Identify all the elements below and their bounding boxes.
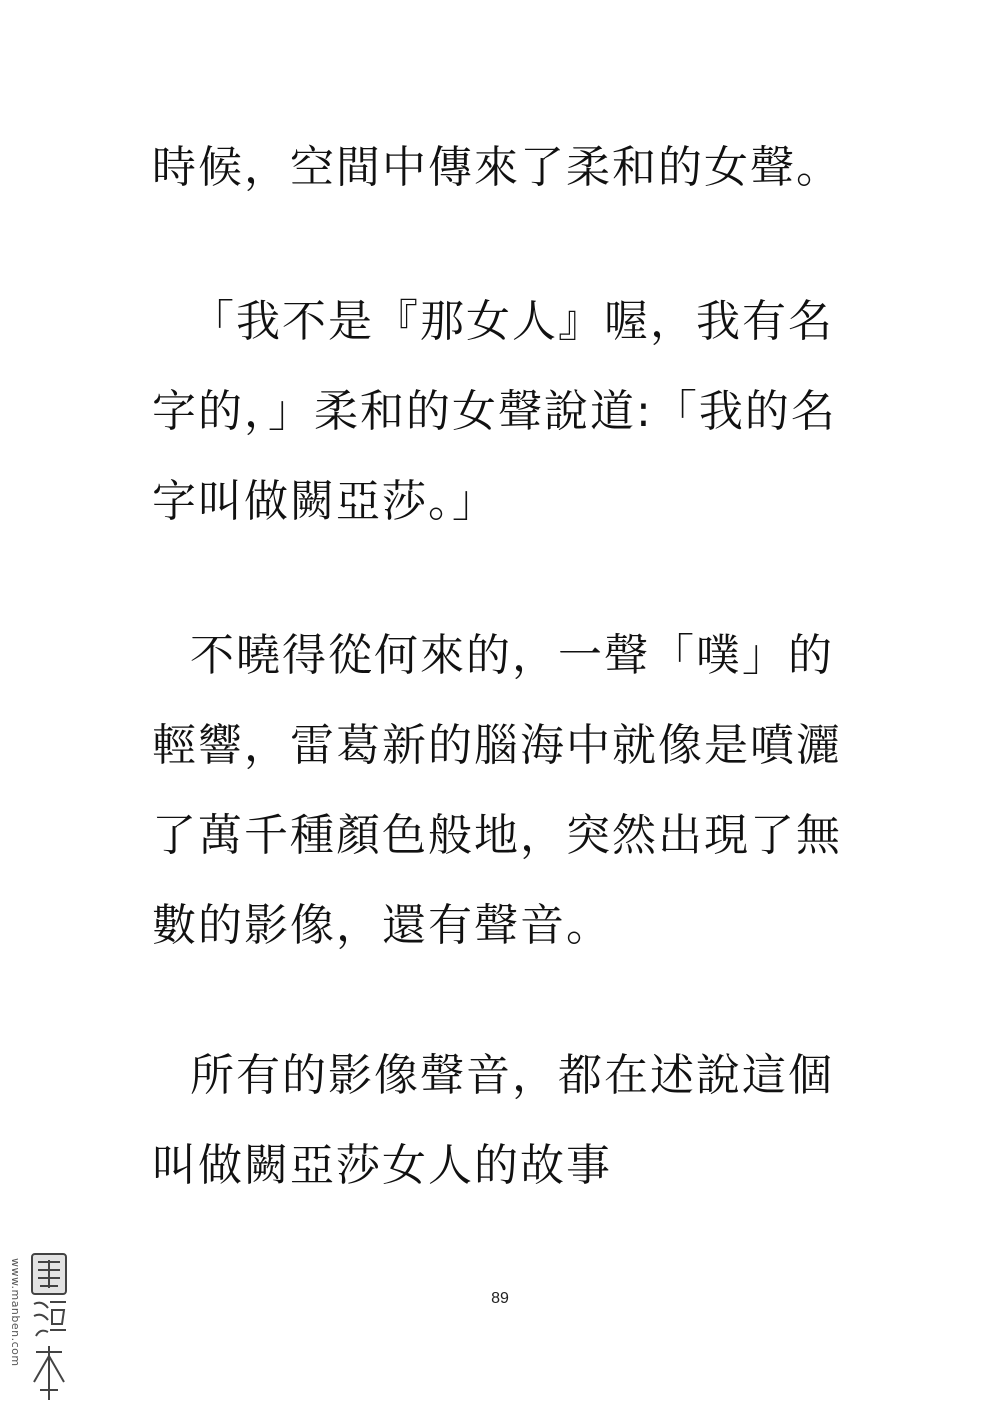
text-line: 不曉得從何來的，一聲「噗」的 xyxy=(190,630,834,681)
text-line: 了萬千種顏色般地，突然出現了無 xyxy=(152,810,842,861)
watermark-url: www.manben.com xyxy=(9,1258,22,1367)
text-line: 叫做闕亞莎女人的故事 xyxy=(152,1140,612,1191)
text-line: 「我不是『那女人』喔，我有名 xyxy=(190,296,834,347)
watermark-logo-icon xyxy=(28,1252,70,1408)
text-line: 數的影像，還有聲音。 xyxy=(152,900,612,951)
text-line: 輕響，雷葛新的腦海中就像是噴灑 xyxy=(152,720,842,771)
text-line: 時候，空間中傳來了柔和的女聲。 xyxy=(152,142,842,193)
text-line: 字的，」柔和的女聲說道:「我的名 xyxy=(152,386,837,437)
text-line: 所有的影像聲音，都在述說這個 xyxy=(190,1050,834,1101)
watermark xyxy=(8,1252,70,1408)
text-line: 字叫做闕亞莎。」 xyxy=(152,476,498,527)
page-number: 89 xyxy=(491,1290,509,1307)
